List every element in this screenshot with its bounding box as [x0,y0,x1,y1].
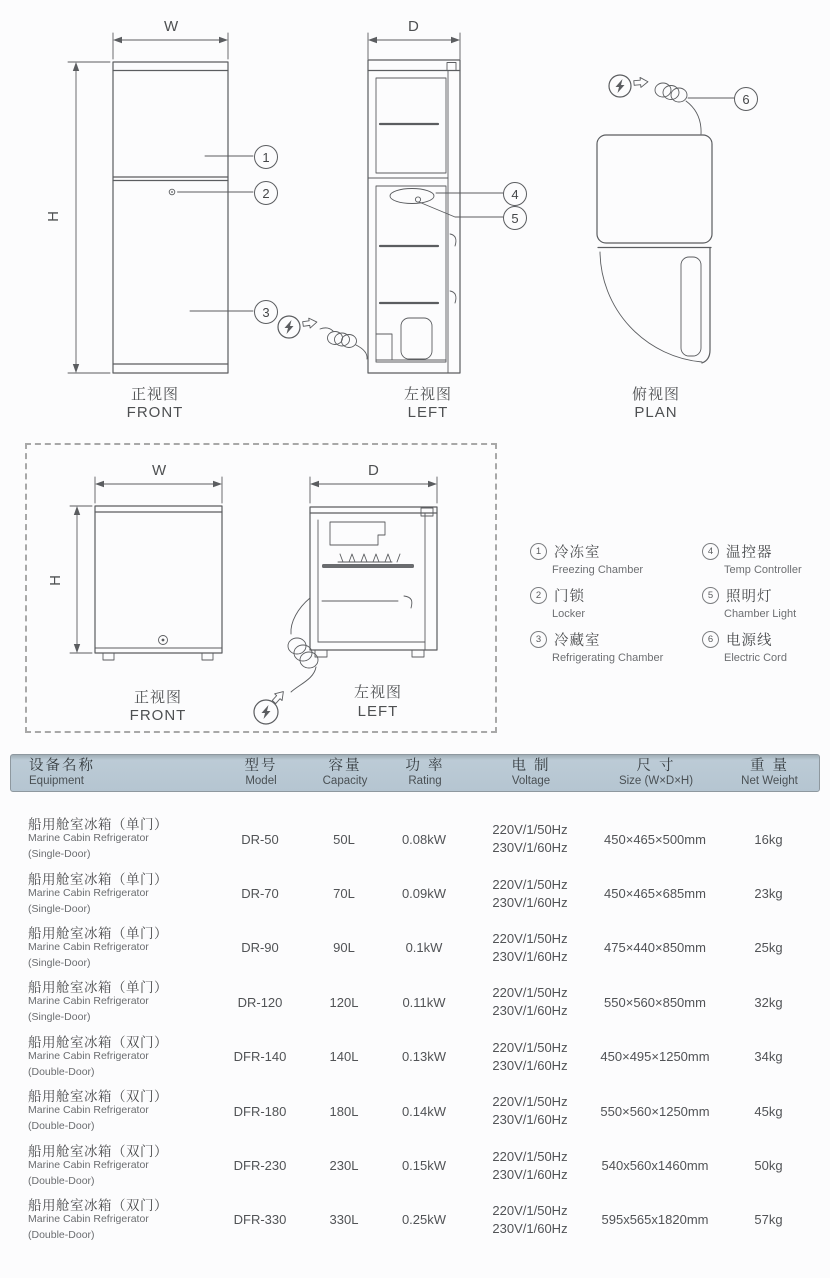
model-cell: DR-90 [241,940,279,956]
caption-plan-zh: 俯视图 [631,386,680,403]
size-cell: 450×495×1250mm [600,1049,710,1065]
voltage-cell [470,1039,590,1075]
model-cell: DR-50 [241,831,279,847]
equipment-en: Marine Cabin Refrigerator [28,1049,149,1062]
table-row-dr120 [10,975,820,1029]
legend-item-temp-controller [702,541,830,576]
capacity-cell: 180L [329,1103,359,1119]
weight-cell: 16kg [754,831,783,847]
table-row-dr70 [10,866,820,920]
callout-1: 1 [254,145,278,169]
voltage-line-2: 230V/1/60Hz [492,1166,568,1182]
capacity-cell: 90L [333,940,355,956]
legend-num-1: 1 [530,543,547,560]
equipment-cell [10,926,210,970]
voltage-cell [470,1093,590,1129]
legend-num-3: 3 [530,631,547,648]
voltage-line-1: 220V/1/50Hz [492,822,568,838]
equipment-door-type: (Single-Door) [28,956,91,969]
header-model-zh: 型号 [244,758,278,775]
equipment-cell [10,1035,210,1079]
legend-en-2: Locker [552,608,586,620]
header-equipment-zh: 设备名称 [29,758,95,775]
legend-zh-1: 冷冻室 [554,545,601,561]
equipment-en: Marine Cabin Refrigerator [28,1104,149,1117]
legend-item-chamber-light [702,585,830,620]
legend-item-freezing-chamber [530,541,690,576]
callout-6: 6 [734,87,758,111]
dim-label-h-small: H [46,575,64,586]
equipment-cell [10,1089,210,1133]
caption-small-front-en: FRONT [129,707,187,724]
equipment-cell [10,872,210,916]
dim-label-h-front: H [44,211,62,222]
header-capacity-en: Capacity [322,774,368,787]
size-cell: 450×465×685mm [604,886,706,902]
legend-num-5: 5 [702,587,719,604]
legend-en-1: Freezing Chamber [552,564,644,576]
header-weight-en: Net Weight [741,774,798,787]
legend-en-5: Chamber Light [724,608,797,620]
caption-small-left-zh: 左视图 [353,684,402,701]
spec-table-header [10,754,820,792]
capacity-cell: 230L [329,1158,359,1174]
legend-item-electric-cord [702,629,830,664]
header-rating-en: Rating [408,774,442,787]
rating-cell: 0.25kW [401,1212,447,1228]
header-model-en: Model [245,774,277,787]
voltage-line-2: 230V/1/60Hz [492,1003,568,1019]
header-weight [721,758,818,788]
table-row-dfr330 [10,1193,820,1247]
size-cell: 475×440×850mm [604,940,706,956]
legend-en-3: Refrigerating Chamber [552,652,664,664]
header-equipment-en: Equipment [29,774,84,787]
front-view-drawing [68,33,253,373]
voltage-line-1: 220V/1/50Hz [492,1039,568,1055]
equipment-door-type: (Double-Door) [28,1174,95,1187]
legend-en-4: Temp Controller [724,564,802,576]
equipment-cell [10,980,210,1024]
table-row-dr90 [10,921,820,975]
equipment-zh: 船用舱室冰箱（单门） [28,817,168,833]
legend-num-2: 2 [530,587,547,604]
voltage-cell [470,876,590,912]
capacity-cell: 140L [329,1049,359,1065]
equipment-en: Marine Cabin Refrigerator [28,886,149,899]
header-rating-zh: 功 率 [405,758,445,775]
legend-column-2 [702,541,830,673]
rating-cell: 0.11kW [402,994,446,1010]
weight-cell: 34kg [754,1049,783,1065]
equipment-door-type: (Single-Door) [28,848,91,861]
header-voltage-en: Voltage [511,774,551,787]
rating-cell: 0.08kW [401,831,447,847]
voltage-line-1: 220V/1/50Hz [492,1094,568,1110]
caption-front-en: FRONT [126,404,184,421]
equipment-cell [10,817,210,861]
equipment-door-type: (Single-Door) [28,902,91,915]
capacity-cell: 50L [333,831,355,847]
rating-cell: 0.13kW [401,1049,447,1065]
equipment-en: Marine Cabin Refrigerator [28,995,149,1008]
caption-small-front-zh: 正视图 [133,689,182,706]
table-row-dfr180 [10,1084,820,1138]
caption-plan-en: PLAN [634,404,678,421]
equipment-zh: 船用舱室冰箱（单门） [28,925,168,941]
voltage-cell [470,1148,590,1184]
legend-item-refrigerating-chamber [530,629,690,664]
voltage-line-2: 230V/1/60Hz [492,1220,568,1236]
legend-num-4: 4 [702,543,719,560]
equipment-door-type: (Single-Door) [28,1011,91,1024]
plan-view-drawing [597,75,734,363]
table-row-dfr140 [10,1030,820,1084]
voltage-line-2: 230V/1/60Hz [492,1057,568,1073]
size-cell: 540x560x1460mm [601,1158,709,1174]
header-model [211,758,311,788]
equipment-cell [10,1198,210,1242]
table-row-dr50 [10,812,820,866]
voltage-cell [470,1202,590,1238]
model-cell: DFR-140 [233,1049,287,1065]
dim-label-w-front: W [164,18,179,35]
voltage-cell [470,821,590,857]
equipment-zh: 船用舱室冰箱（双门） [28,1089,168,1105]
voltage-line-2: 230V/1/60Hz [492,948,568,964]
caption-left-en: LEFT [407,404,449,421]
callout-3: 3 [254,300,278,324]
voltage-cell [470,984,590,1020]
voltage-line-1: 220V/1/50Hz [492,1202,568,1218]
voltage-line-2: 230V/1/60Hz [492,894,568,910]
equipment-door-type: (Double-Door) [28,1065,95,1078]
capacity-cell: 120L [329,994,359,1010]
capacity-cell: 330L [329,1212,359,1228]
rating-cell: 0.09kW [401,886,447,902]
model-cell: DR-70 [241,886,279,902]
weight-cell: 50kg [754,1158,783,1174]
weight-cell: 23kg [754,886,783,902]
header-voltage [471,758,591,788]
header-size [591,758,721,788]
equipment-zh: 船用舱室冰箱（双门） [28,1197,168,1213]
callout-2: 2 [254,181,278,205]
rating-cell: 0.14kW [401,1103,447,1119]
header-rating [379,758,471,788]
left-view-drawing [368,33,503,373]
model-cell: DFR-230 [233,1158,287,1174]
weight-cell: 32kg [754,994,783,1010]
size-cell: 595x565x1820mm [601,1212,709,1228]
dim-label-d-small: D [368,462,379,479]
equipment-door-type: (Double-Door) [28,1120,95,1133]
caption-front-zh: 正视图 [130,386,179,403]
model-cell: DFR-330 [233,1212,287,1228]
voltage-line-2: 230V/1/60Hz [492,840,568,856]
voltage-line-1: 220V/1/50Hz [492,930,568,946]
legend-item-locker [530,585,690,620]
caption-left-zh: 左视图 [403,386,452,403]
size-cell: 550×560×850mm [604,994,706,1010]
rating-cell: 0.15kW [401,1158,447,1174]
single-door-section-box [25,443,497,733]
voltage-cell [470,930,590,966]
weight-cell: 45kg [754,1103,783,1119]
header-size-zh: 尺 寸 [636,758,676,775]
table-row-dfr230 [10,1138,820,1192]
header-size-en: Size (W×D×H) [618,774,694,787]
equipment-en: Marine Cabin Refrigerator [28,832,149,845]
power-cord-symbol-top [278,316,367,359]
model-cell: DFR-180 [233,1103,287,1119]
size-cell: 550×560×1250mm [600,1103,710,1119]
header-capacity [311,758,379,788]
equipment-en: Marine Cabin Refrigerator [28,1158,149,1171]
caption-small-left-en: LEFT [357,703,399,720]
header-voltage-zh: 电 制 [511,758,551,775]
legend-column-1 [530,541,690,673]
equipment-en: Marine Cabin Refrigerator [28,940,149,953]
legend-zh-3: 冷藏室 [554,633,601,649]
header-weight-zh: 重 量 [749,758,790,775]
equipment-zh: 船用舱室冰箱（双门） [28,1034,168,1050]
rating-cell: 0.1kW [405,940,443,956]
equipment-zh: 船用舱室冰箱（双门） [28,1143,168,1159]
voltage-line-1: 220V/1/50Hz [492,876,568,892]
callout-4: 4 [503,182,527,206]
spec-table-body [10,812,820,1247]
equipment-zh: 船用舱室冰箱（单门） [28,980,168,996]
legend-zh-4: 温控器 [726,545,773,561]
header-equipment [11,758,211,788]
legend-zh-5: 照明灯 [726,589,773,605]
legend-zh-6: 电源线 [726,633,773,649]
capacity-cell: 70L [333,886,355,902]
equipment-door-type: (Double-Door) [28,1228,95,1241]
weight-cell: 57kg [754,1212,783,1228]
weight-cell: 25kg [754,940,783,956]
dim-label-w-small: W [152,462,167,479]
voltage-line-1: 220V/1/50Hz [492,1148,568,1164]
size-cell: 450×465×500mm [604,831,706,847]
callout-5: 5 [503,206,527,230]
voltage-line-1: 220V/1/50Hz [492,985,568,1001]
equipment-cell [10,1144,210,1188]
dim-label-d-left: D [408,18,419,35]
model-cell: DR-120 [237,994,283,1010]
voltage-line-2: 230V/1/60Hz [492,1112,568,1128]
equipment-zh: 船用舱室冰箱（单门） [28,871,168,887]
equipment-en: Marine Cabin Refrigerator [28,1212,149,1225]
legend-en-6: Electric Cord [724,652,787,664]
legend-num-6: 6 [702,631,719,648]
header-capacity-zh: 容量 [328,758,362,775]
legend-zh-2: 门锁 [554,589,585,605]
